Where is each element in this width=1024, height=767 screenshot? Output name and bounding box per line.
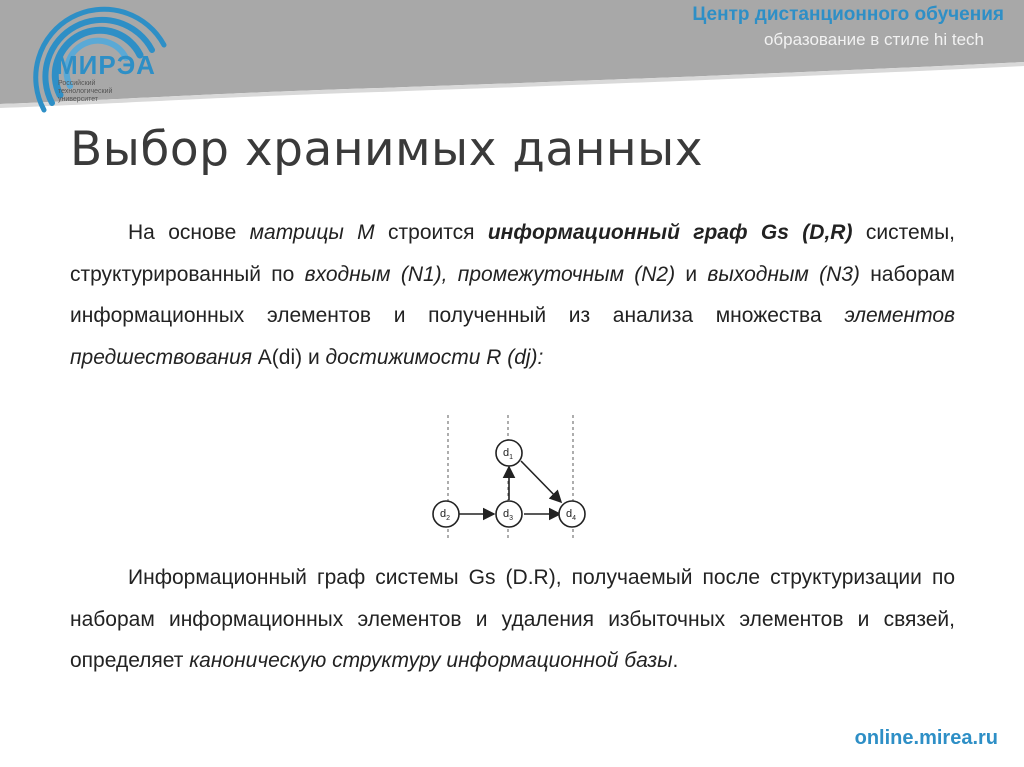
logo-caption-line: технологический bbox=[58, 88, 113, 95]
logo-caption-line: Российский bbox=[58, 80, 96, 87]
footer-url-link[interactable]: online.mirea.ru bbox=[854, 727, 998, 749]
node-d3-label: $d_3$ bbox=[503, 508, 514, 522]
edge-d1-d4 bbox=[521, 461, 561, 502]
text-run: Информационный граф системы Gs (D.R), получаемый после структуризации по наборам информационных элементов и удаления избыточных элементов и связей, определяет bbox=[70, 566, 955, 672]
text-italic: матрицы M bbox=[249, 221, 375, 244]
text-run: и bbox=[675, 262, 708, 286]
node-d4-label: $d_4$ bbox=[566, 508, 577, 522]
text-run: A(di) и bbox=[251, 345, 326, 369]
text-italic: элементов предшествования bbox=[70, 304, 955, 369]
text-italic: выходным (N3) bbox=[707, 262, 860, 286]
information-graph-diagram bbox=[410, 410, 600, 540]
paragraph-2 bbox=[70, 557, 955, 682]
text-italic: входным (N1), промежуточным (N2) bbox=[304, 262, 676, 286]
text-run: . bbox=[672, 649, 679, 672]
node-d2-label: $d_2$ bbox=[440, 508, 451, 522]
text-bold-italic: информационный граф Gs (D,R) bbox=[487, 221, 853, 244]
logo-name: МИРЭА bbox=[56, 50, 156, 80]
mirea-logo bbox=[0, 0, 180, 115]
text-italic: каноническую структуру информационной базы bbox=[189, 649, 673, 672]
node-d1-label: $d_1$ bbox=[503, 447, 514, 461]
logo-caption-line: университет bbox=[58, 96, 99, 103]
text-run: На основе bbox=[128, 221, 250, 244]
center-subtitle: образование в стиле hi tech bbox=[763, 30, 984, 49]
text-run: строится bbox=[374, 221, 488, 244]
paragraph-1 bbox=[70, 212, 955, 378]
page-title: Выбор хранимых данных bbox=[70, 122, 704, 177]
text-italic: достижимости R (dj): bbox=[325, 345, 544, 369]
center-title: Центр дистанционного обучения bbox=[692, 4, 1004, 25]
text-run: наборам информационных элементов и полученный из анализа множества bbox=[70, 262, 955, 327]
text-run: системы, структурированный по bbox=[70, 221, 955, 286]
